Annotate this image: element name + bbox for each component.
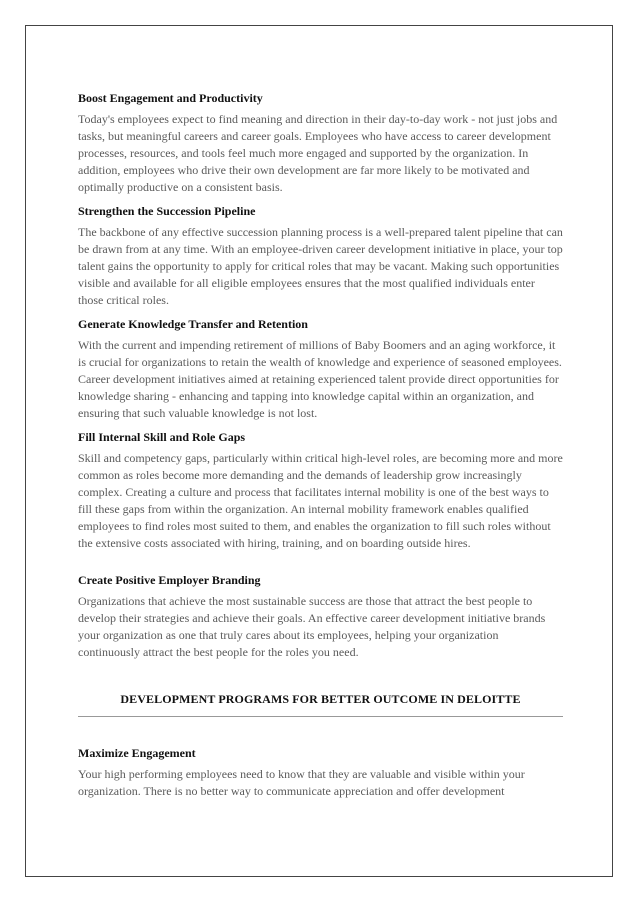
section-heading: Create Positive Employer Branding	[78, 573, 261, 587]
section-body: With the current and impending retirement of millions of Baby Boomers and an aging workforce, it is crucial for organizations to retain the wealth of knowledge and experience of seasoned employees. Career development initiatives aimed at retaining experienced talent provide direct opportunities for knowledge sharing - enhancing and tapping into knowledge capital within an organization, and ensuring that such valuable knowledge is not lost.	[78, 338, 562, 420]
section-employer-branding	[78, 572, 563, 661]
title-divider	[78, 716, 563, 717]
section-body: Today's employees expect to find meaning and direction in their day-to-day work - not just jobs and tasks, but meaningful careers and career goals. Employees who have access to career development processes, resources, and tools feel much more engaged and supported by the organization. In addition, employees who drive their own development are far more likely to be motivated and optimally productive on a consistent basis.	[78, 112, 558, 194]
section-heading: Generate Knowledge Transfer and Retention	[78, 317, 308, 331]
section-maximize-engagement	[78, 745, 563, 800]
section-heading: Boost Engagement and Productivity	[78, 91, 263, 105]
section-knowledge-transfer	[78, 316, 563, 422]
section-heading: Strengthen the Succession Pipeline	[78, 204, 256, 218]
section-skill-gaps	[78, 429, 563, 552]
section-heading: Fill Internal Skill and Role Gaps	[78, 430, 246, 444]
section-succession-pipeline	[78, 203, 563, 309]
section-body: Organizations that achieve the most sustainable success are those that attract the best people to develop their strategies and achieve their goals. An effective career development initiative brands your organization as one that truly cares about its employees, helping your organization continuously attract the best people for the roles you need.	[78, 594, 546, 659]
section-boost-engagement	[78, 90, 563, 196]
document-content	[78, 90, 563, 807]
section-heading: Maximize Engagement	[78, 746, 196, 760]
section-body: Your high performing employees need to know that they are valuable and visible within your organization. There is no better way to communicate appreciation and offer development	[78, 767, 525, 798]
development-programs-title: DEVELOPMENT PROGRAMS FOR BETTER OUTCOME IN DELOITTE	[120, 692, 521, 706]
section-body: The backbone of any effective succession planning process is a well-prepared talent pipeline that can be drawn from at any time. With an employee-driven career development initiative in place, your top talent gains the opportunity to apply for critical roles that may be vacant. Making such opportunities visible and available for all eligible employees ensures that the most qualified individuals enter those critical roles.	[78, 225, 563, 307]
section-body: Skill and competency gaps, particularly within critical high-level roles, are becoming more and more common as roles become more demanding and the demands of leadership grow increasingly complex. Creating a culture and process that facilitates internal mobility is one of the best ways to fill these gaps from within the organization. An internal mobility framework enables qualified employees to find roles most suited to them, and enables the organization to fill such roles without the extensive costs associated with hiring, training, and on boarding outside hires.	[78, 451, 563, 550]
